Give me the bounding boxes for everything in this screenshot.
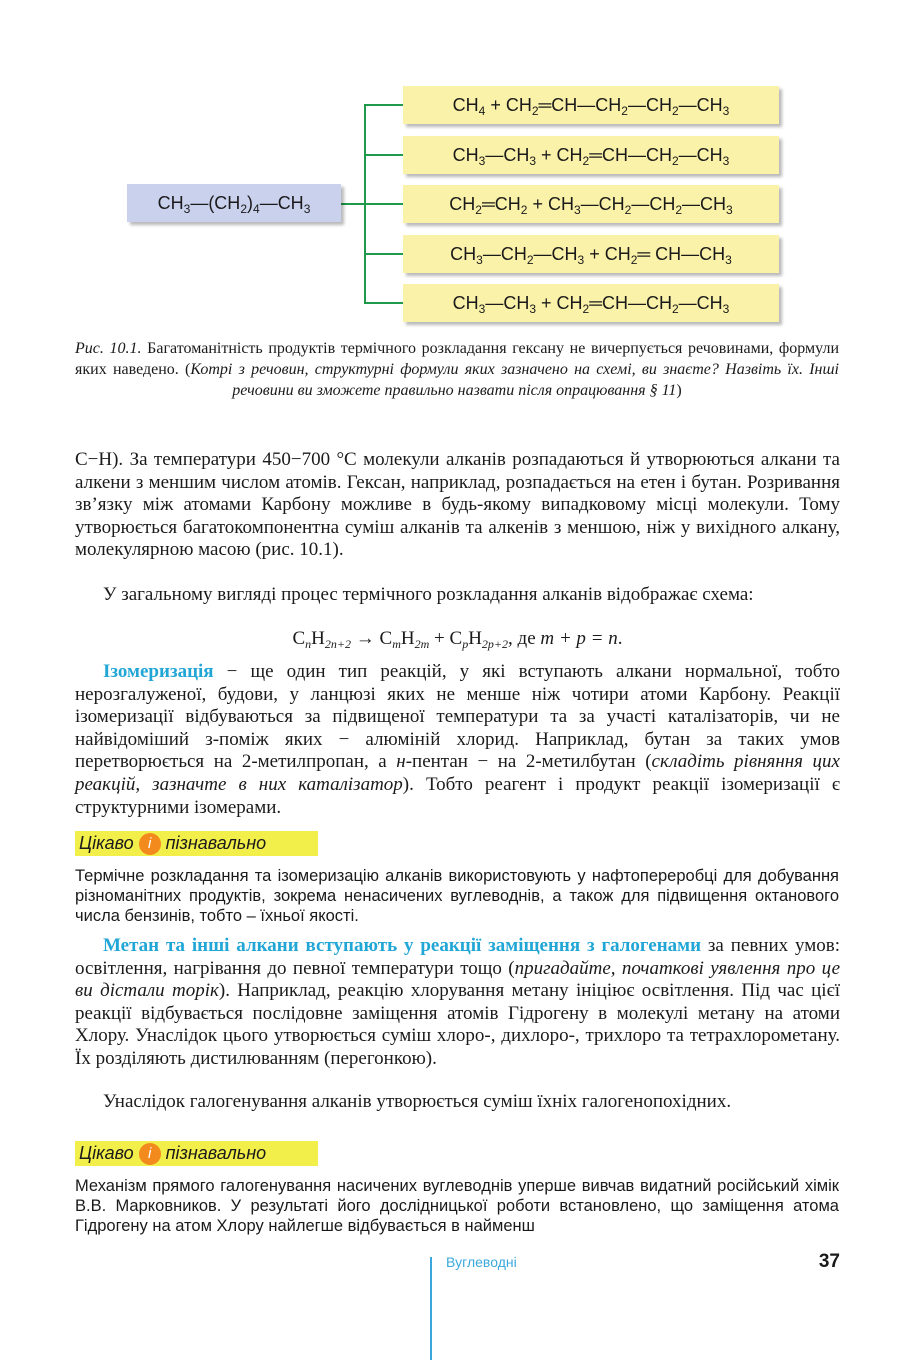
footer-divider	[430, 1257, 432, 1360]
page-number: 37	[818, 1251, 840, 1272]
product-box-3	[403, 185, 779, 223]
isomerization-text-b: -пентан − на 2-метилбутан (	[405, 751, 652, 773]
connector-branch-4	[364, 253, 404, 255]
halogenation-text-a: за певних умов: освітлення, нагрівання до певної температури тощо (	[75, 935, 840, 979]
paragraph-halogenation-result: Унаслідок галогенування алканів утворюється суміш їхніх галогенопохідних.	[103, 1091, 732, 1112]
product-formula-1: $CH_4$ + $CH_2═CH—CH_2—CH_2—CH_3$	[452, 94, 730, 118]
info-i-icon: і	[139, 833, 161, 855]
connector-branch-3	[364, 203, 404, 205]
section-name: Вуглеводні	[446, 1254, 517, 1270]
caption-question: Котрі з речовин, структурні формули яких зазначено на схемі, ви знаєте? Назвіть їх. Інші речовини ви зможете правильно назвати після опрацювання § 11	[190, 361, 840, 399]
product-box-4	[403, 235, 779, 273]
decomposition-scheme	[0, 0, 918, 335]
product-formula-5: $CH_3—CH_3$ + $CH_2═CH—CH_2—CH_3$	[452, 292, 730, 316]
paragraph-general-scheme: У загальному вигляді процес термічного розкладання алканів відображає схема:	[103, 584, 754, 605]
callout-text-2: Механізм прямого галогенування насичених вуглеводнів уперше вивчав видатний російський хімік В.В. Марковников. У результаті його дослідницької роботи встановлено, що заміщення атома Гідрогену на атом Хлору найлегше відбувається в найменш	[75, 1177, 839, 1235]
halogenation-recall: пригадайте, початкові уявлення про це ви дістали торік	[75, 957, 840, 1002]
hexane-formula-box	[127, 184, 341, 222]
callout-word-1: Цікаво	[79, 833, 134, 853]
product-box-2	[403, 136, 779, 174]
callout-text-1: Термічне розкладання та ізомеризацію алканів використовують у нафтопереробці для добування різноманітних продуктів, зокрема ненасичених вуглеводнів, а також для підвищення октанового числа бензинів, тобто – їхньої якості.	[75, 867, 839, 925]
n-prefix: н	[396, 751, 406, 773]
product-formula-3: $CH_2═CH_2$ + $CH_3—CH_2—CH_2—CH_3$	[449, 193, 733, 217]
connector-branch-1	[364, 104, 404, 106]
isomerization-text-a: − ще один тип реакцій, у які вступають алкани нормальної, тобто нерозгалуженої, будови, у ланцюзі яких не менше ніж чотири атоми Карбону. Реакції ізомеризації відбуваються за підвищеної температури та за участі каталізаторів, чи не найвідоміший з-поміж яких − алюміній хлорид. Наприклад, бутан за таких умов перетворюється на 2-метилпропан, а	[75, 661, 840, 773]
caption-close: )	[676, 382, 682, 399]
reactant-formula: $CH_3—(CH_2)_4—CH_3$	[157, 192, 311, 216]
info-i-icon: і	[139, 1143, 161, 1165]
isomerization-text-c: ). Тобто реагент і продукт реакції ізомеризації є структурними ізомерами.	[75, 773, 840, 818]
product-box-5	[403, 284, 779, 322]
paragraph-cracking: С−Н). За температури 450−700 °С молекули алканів розпадаються й утворюються алкани та алкени з меншим числом атомів. Гексан, наприклад, розпадається на етен і бутан. Розривання зв’язку між атомами Карбону можливе в будь-якому випадковому місці молекули. Тому утворюється багатокомпонентна суміш алканів та алкенів з меншою, ніж у вихідного алкану, молекулярною масою (рис. 10.1).	[75, 449, 840, 561]
connector-branch-2	[364, 154, 404, 156]
callout-title-2	[75, 1141, 318, 1166]
paragraph-halogenation	[75, 935, 840, 1071]
callout-word-2: пізнавально	[165, 833, 267, 853]
isomerization-task: складіть рівняння цих реакцій, зазначте в них каталізатор	[75, 751, 840, 795]
callout-word-2: пізнавально	[165, 1143, 267, 1163]
callout-title-1	[75, 831, 318, 856]
callout-word-1: Цікаво	[79, 1143, 134, 1163]
product-box-1	[403, 86, 779, 124]
cracking-formula: $C_nH_{2n+2} \to C_mH_{2m} + C_pH_{2p+2}$, де m + p = n.	[292, 628, 623, 651]
paragraph-isomerization	[75, 661, 840, 819]
connector-branch-5	[364, 302, 404, 304]
halogenation-text-b: ). Наприклад, реакцію хлорування метану ініціює освітлення. Під час цієї реакції відбувається послідовне заміщення атомів Гідрогену в молекулі метану на атоми Хлору. Унаслідок цього утворюється суміш хлоро-, дихлоро-, трихлоро та тетрахлорометану. Їх розділяють дистилюванням (перегонкою).	[75, 980, 840, 1069]
term-halogenation: Метан та інші алкани вступають у реакції заміщення з галогенами	[103, 935, 702, 956]
term-isomerization: Ізомеризація	[103, 661, 214, 682]
caption-text: Багатоманітність продуктів термічного розкладання гексану не вичерпується речовинами, формули яких наведено. (	[75, 340, 840, 378]
connector-stem	[341, 203, 365, 205]
caption-label: Рис. 10.1.	[75, 340, 142, 357]
figure-caption	[75, 338, 839, 401]
product-formula-4: $CH_3—CH_2—CH_3$ + $CH_2═$ $CH—CH_3$	[450, 243, 732, 267]
product-formula-2: $CH_3—CH_3$ + $CH_2═CH—CH_2—CH_3$	[452, 144, 730, 168]
